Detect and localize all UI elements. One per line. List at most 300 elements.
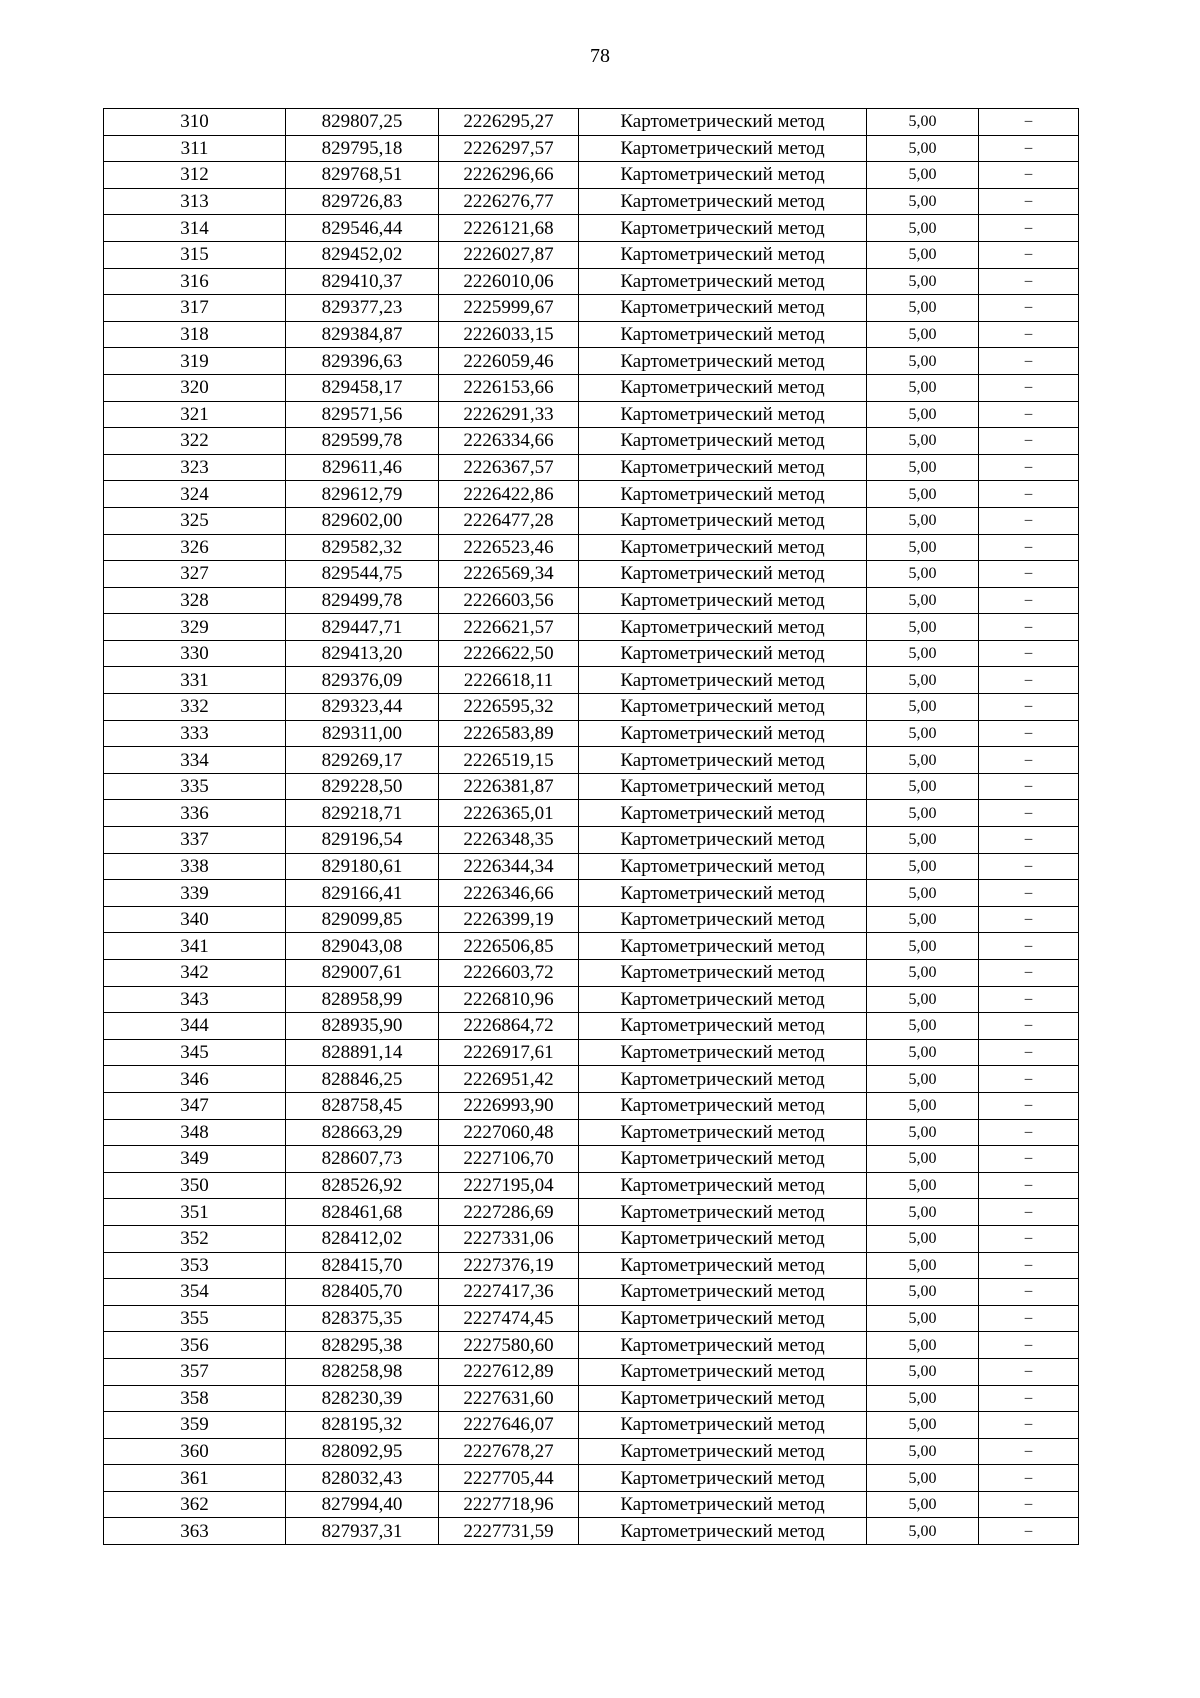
page-number: 78 bbox=[590, 45, 610, 67]
accuracy-cell: 5,00 bbox=[867, 667, 979, 694]
table-row bbox=[104, 1252, 1079, 1279]
accuracy-cell: 5,00 bbox=[867, 933, 979, 960]
table-row bbox=[104, 800, 1079, 827]
accuracy-cell: 5,00 bbox=[867, 561, 979, 588]
method-cell: Картометрический метод bbox=[579, 374, 867, 401]
accuracy-cell: 5,00 bbox=[867, 1385, 979, 1412]
y-coordinate-cell: 2226365,01 bbox=[439, 800, 579, 827]
method-cell: Картометрический метод bbox=[579, 1225, 867, 1252]
note-cell: – bbox=[979, 1491, 1079, 1518]
note-cell: – bbox=[979, 880, 1079, 907]
note-cell: – bbox=[979, 321, 1079, 348]
table-row bbox=[104, 853, 1079, 880]
y-coordinate-cell: 2226477,28 bbox=[439, 507, 579, 534]
accuracy-cell: 5,00 bbox=[867, 401, 979, 428]
table-row bbox=[104, 215, 1079, 242]
y-coordinate-cell: 2226033,15 bbox=[439, 321, 579, 348]
x-coordinate-cell: 829166,41 bbox=[286, 880, 439, 907]
x-coordinate-cell: 828295,38 bbox=[286, 1332, 439, 1359]
point-number-cell: 319 bbox=[104, 348, 286, 375]
table-row bbox=[104, 561, 1079, 588]
note-cell: – bbox=[979, 162, 1079, 189]
x-coordinate-cell: 829269,17 bbox=[286, 747, 439, 774]
x-coordinate-cell: 828230,39 bbox=[286, 1385, 439, 1412]
method-cell: Картометрический метод bbox=[579, 906, 867, 933]
accuracy-cell: 5,00 bbox=[867, 640, 979, 667]
point-number-cell: 339 bbox=[104, 880, 286, 907]
y-coordinate-cell: 2226951,42 bbox=[439, 1066, 579, 1093]
method-cell: Картометрический метод bbox=[579, 1279, 867, 1306]
table-row bbox=[104, 1438, 1079, 1465]
x-coordinate-cell: 829795,18 bbox=[286, 135, 439, 162]
x-coordinate-cell: 828375,35 bbox=[286, 1305, 439, 1332]
point-number-cell: 340 bbox=[104, 906, 286, 933]
table-row bbox=[104, 986, 1079, 1013]
y-coordinate-cell: 2226621,57 bbox=[439, 614, 579, 641]
accuracy-cell: 5,00 bbox=[867, 428, 979, 455]
point-number-cell: 321 bbox=[104, 401, 286, 428]
point-number-cell: 350 bbox=[104, 1172, 286, 1199]
note-cell: – bbox=[979, 507, 1079, 534]
point-number-cell: 328 bbox=[104, 587, 286, 614]
note-cell: – bbox=[979, 1146, 1079, 1173]
method-cell: Картометрический метод bbox=[579, 534, 867, 561]
note-cell: – bbox=[979, 1199, 1079, 1226]
point-number-cell: 343 bbox=[104, 986, 286, 1013]
y-coordinate-cell: 2226523,46 bbox=[439, 534, 579, 561]
table-row bbox=[104, 1146, 1079, 1173]
x-coordinate-cell: 829396,63 bbox=[286, 348, 439, 375]
method-cell: Картометрический метод bbox=[579, 1491, 867, 1518]
point-number-cell: 322 bbox=[104, 428, 286, 455]
table-row bbox=[104, 268, 1079, 295]
table-row bbox=[104, 1412, 1079, 1439]
x-coordinate-cell: 829726,83 bbox=[286, 188, 439, 215]
table-row bbox=[104, 295, 1079, 322]
table-row bbox=[104, 1119, 1079, 1146]
table-row bbox=[104, 1199, 1079, 1226]
x-coordinate-cell: 828526,92 bbox=[286, 1172, 439, 1199]
note-cell: – bbox=[979, 694, 1079, 721]
y-coordinate-cell: 2227646,07 bbox=[439, 1412, 579, 1439]
method-cell: Картометрический метод bbox=[579, 1465, 867, 1492]
method-cell: Картометрический метод bbox=[579, 587, 867, 614]
y-coordinate-cell: 2226027,87 bbox=[439, 241, 579, 268]
point-number-cell: 351 bbox=[104, 1199, 286, 1226]
method-cell: Картометрический метод bbox=[579, 1252, 867, 1279]
note-cell: – bbox=[979, 933, 1079, 960]
note-cell: – bbox=[979, 1066, 1079, 1093]
accuracy-cell: 5,00 bbox=[867, 827, 979, 854]
accuracy-cell: 5,00 bbox=[867, 1066, 979, 1093]
x-coordinate-cell: 828935,90 bbox=[286, 1013, 439, 1040]
method-cell: Картометрический метод bbox=[579, 109, 867, 136]
method-cell: Картометрический метод bbox=[579, 986, 867, 1013]
note-cell: – bbox=[979, 1013, 1079, 1040]
note-cell: – bbox=[979, 348, 1079, 375]
method-cell: Картометрический метод bbox=[579, 1066, 867, 1093]
y-coordinate-cell: 2226381,87 bbox=[439, 773, 579, 800]
method-cell: Картометрический метод bbox=[579, 135, 867, 162]
note-cell: – bbox=[979, 454, 1079, 481]
accuracy-cell: 5,00 bbox=[867, 1225, 979, 1252]
accuracy-cell: 5,00 bbox=[867, 268, 979, 295]
accuracy-cell: 5,00 bbox=[867, 880, 979, 907]
method-cell: Картометрический метод bbox=[579, 694, 867, 721]
accuracy-cell: 5,00 bbox=[867, 135, 979, 162]
point-number-cell: 354 bbox=[104, 1279, 286, 1306]
table-row bbox=[104, 827, 1079, 854]
accuracy-cell: 5,00 bbox=[867, 295, 979, 322]
x-coordinate-cell: 828092,95 bbox=[286, 1438, 439, 1465]
method-cell: Картометрический метод bbox=[579, 1013, 867, 1040]
y-coordinate-cell: 2226399,19 bbox=[439, 906, 579, 933]
x-coordinate-cell: 829311,00 bbox=[286, 720, 439, 747]
accuracy-cell: 5,00 bbox=[867, 1039, 979, 1066]
point-number-cell: 316 bbox=[104, 268, 286, 295]
note-cell: – bbox=[979, 241, 1079, 268]
y-coordinate-cell: 2226519,15 bbox=[439, 747, 579, 774]
y-coordinate-cell: 2227580,60 bbox=[439, 1332, 579, 1359]
table-row bbox=[104, 1039, 1079, 1066]
x-coordinate-cell: 829571,56 bbox=[286, 401, 439, 428]
note-cell: – bbox=[979, 1332, 1079, 1359]
table-row bbox=[104, 960, 1079, 987]
point-number-cell: 337 bbox=[104, 827, 286, 854]
method-cell: Картометрический метод bbox=[579, 1092, 867, 1119]
method-cell: Картометрический метод bbox=[579, 188, 867, 215]
point-number-cell: 315 bbox=[104, 241, 286, 268]
y-coordinate-cell: 2226344,34 bbox=[439, 853, 579, 880]
x-coordinate-cell: 829323,44 bbox=[286, 694, 439, 721]
point-number-cell: 346 bbox=[104, 1066, 286, 1093]
accuracy-cell: 5,00 bbox=[867, 853, 979, 880]
table-row bbox=[104, 614, 1079, 641]
y-coordinate-cell: 2226334,66 bbox=[439, 428, 579, 455]
note-cell: – bbox=[979, 1039, 1079, 1066]
x-coordinate-cell: 828958,99 bbox=[286, 986, 439, 1013]
table-row bbox=[104, 640, 1079, 667]
y-coordinate-cell: 2226622,50 bbox=[439, 640, 579, 667]
point-number-cell: 323 bbox=[104, 454, 286, 481]
accuracy-cell: 5,00 bbox=[867, 507, 979, 534]
y-coordinate-cell: 2227474,45 bbox=[439, 1305, 579, 1332]
point-number-cell: 338 bbox=[104, 853, 286, 880]
accuracy-cell: 5,00 bbox=[867, 1358, 979, 1385]
accuracy-cell: 5,00 bbox=[867, 162, 979, 189]
table-row bbox=[104, 481, 1079, 508]
note-cell: – bbox=[979, 1172, 1079, 1199]
accuracy-cell: 5,00 bbox=[867, 109, 979, 136]
method-cell: Картометрический метод bbox=[579, 640, 867, 667]
note-cell: – bbox=[979, 1092, 1079, 1119]
method-cell: Картометрический метод bbox=[579, 401, 867, 428]
method-cell: Картометрический метод bbox=[579, 614, 867, 641]
accuracy-cell: 5,00 bbox=[867, 454, 979, 481]
note-cell: – bbox=[979, 481, 1079, 508]
note-cell: – bbox=[979, 1119, 1079, 1146]
note-cell: – bbox=[979, 374, 1079, 401]
method-cell: Картометрический метод bbox=[579, 880, 867, 907]
x-coordinate-cell: 829612,79 bbox=[286, 481, 439, 508]
point-number-cell: 336 bbox=[104, 800, 286, 827]
note-cell: – bbox=[979, 614, 1079, 641]
note-cell: – bbox=[979, 1225, 1079, 1252]
table-row bbox=[104, 401, 1079, 428]
note-cell: – bbox=[979, 401, 1079, 428]
point-number-cell: 358 bbox=[104, 1385, 286, 1412]
note-cell: – bbox=[979, 1358, 1079, 1385]
method-cell: Картометрический метод bbox=[579, 428, 867, 455]
note-cell: – bbox=[979, 1465, 1079, 1492]
table-row bbox=[104, 241, 1079, 268]
table-row bbox=[104, 587, 1079, 614]
x-coordinate-cell: 829007,61 bbox=[286, 960, 439, 987]
accuracy-cell: 5,00 bbox=[867, 534, 979, 561]
note-cell: – bbox=[979, 295, 1079, 322]
point-number-cell: 335 bbox=[104, 773, 286, 800]
table-row bbox=[104, 906, 1079, 933]
table-row bbox=[104, 428, 1079, 455]
y-coordinate-cell: 2226010,06 bbox=[439, 268, 579, 295]
point-number-cell: 360 bbox=[104, 1438, 286, 1465]
accuracy-cell: 5,00 bbox=[867, 1092, 979, 1119]
y-coordinate-cell: 2226059,46 bbox=[439, 348, 579, 375]
method-cell: Картометрический метод bbox=[579, 960, 867, 987]
note-cell: – bbox=[979, 215, 1079, 242]
coordinates-table bbox=[103, 108, 1079, 1545]
accuracy-cell: 5,00 bbox=[867, 1412, 979, 1439]
table-row bbox=[104, 1279, 1079, 1306]
table-row bbox=[104, 1225, 1079, 1252]
method-cell: Картометрический метод bbox=[579, 1438, 867, 1465]
method-cell: Картометрический метод bbox=[579, 1199, 867, 1226]
x-coordinate-cell: 829499,78 bbox=[286, 587, 439, 614]
point-number-cell: 353 bbox=[104, 1252, 286, 1279]
method-cell: Картометрический метод bbox=[579, 667, 867, 694]
note-cell: – bbox=[979, 1305, 1079, 1332]
accuracy-cell: 5,00 bbox=[867, 241, 979, 268]
accuracy-cell: 5,00 bbox=[867, 1279, 979, 1306]
table-row bbox=[104, 374, 1079, 401]
note-cell: – bbox=[979, 1518, 1079, 1545]
note-cell: – bbox=[979, 587, 1079, 614]
y-coordinate-cell: 2226348,35 bbox=[439, 827, 579, 854]
x-coordinate-cell: 829099,85 bbox=[286, 906, 439, 933]
y-coordinate-cell: 2226569,34 bbox=[439, 561, 579, 588]
method-cell: Картометрический метод bbox=[579, 1039, 867, 1066]
point-number-cell: 349 bbox=[104, 1146, 286, 1173]
y-coordinate-cell: 2226595,32 bbox=[439, 694, 579, 721]
table-row bbox=[104, 720, 1079, 747]
table-row bbox=[104, 1332, 1079, 1359]
y-coordinate-cell: 2227286,69 bbox=[439, 1199, 579, 1226]
x-coordinate-cell: 829458,17 bbox=[286, 374, 439, 401]
point-number-cell: 345 bbox=[104, 1039, 286, 1066]
y-coordinate-cell: 2226367,57 bbox=[439, 454, 579, 481]
note-cell: – bbox=[979, 1279, 1079, 1306]
x-coordinate-cell: 829196,54 bbox=[286, 827, 439, 854]
method-cell: Картометрический метод bbox=[579, 853, 867, 880]
note-cell: – bbox=[979, 960, 1079, 987]
point-number-cell: 355 bbox=[104, 1305, 286, 1332]
point-number-cell: 332 bbox=[104, 694, 286, 721]
x-coordinate-cell: 828758,45 bbox=[286, 1092, 439, 1119]
note-cell: – bbox=[979, 906, 1079, 933]
table-row bbox=[104, 109, 1079, 136]
y-coordinate-cell: 2226993,90 bbox=[439, 1092, 579, 1119]
accuracy-cell: 5,00 bbox=[867, 773, 979, 800]
x-coordinate-cell: 828663,29 bbox=[286, 1119, 439, 1146]
accuracy-cell: 5,00 bbox=[867, 1438, 979, 1465]
note-cell: – bbox=[979, 561, 1079, 588]
method-cell: Картометрический метод bbox=[579, 773, 867, 800]
accuracy-cell: 5,00 bbox=[867, 1252, 979, 1279]
table-row bbox=[104, 694, 1079, 721]
x-coordinate-cell: 828415,70 bbox=[286, 1252, 439, 1279]
point-number-cell: 341 bbox=[104, 933, 286, 960]
method-cell: Картометрический метод bbox=[579, 321, 867, 348]
x-coordinate-cell: 828607,73 bbox=[286, 1146, 439, 1173]
x-coordinate-cell: 829599,78 bbox=[286, 428, 439, 455]
y-coordinate-cell: 2226603,72 bbox=[439, 960, 579, 987]
note-cell: – bbox=[979, 1412, 1079, 1439]
note-cell: – bbox=[979, 428, 1079, 455]
x-coordinate-cell: 829447,71 bbox=[286, 614, 439, 641]
table-row bbox=[104, 1491, 1079, 1518]
point-number-cell: 318 bbox=[104, 321, 286, 348]
note-cell: – bbox=[979, 640, 1079, 667]
accuracy-cell: 5,00 bbox=[867, 1305, 979, 1332]
method-cell: Картометрический метод bbox=[579, 481, 867, 508]
note-cell: – bbox=[979, 800, 1079, 827]
accuracy-cell: 5,00 bbox=[867, 348, 979, 375]
table-row bbox=[104, 667, 1079, 694]
table-row bbox=[104, 1066, 1079, 1093]
note-cell: – bbox=[979, 109, 1079, 136]
method-cell: Картометрический метод bbox=[579, 933, 867, 960]
accuracy-cell: 5,00 bbox=[867, 1465, 979, 1492]
x-coordinate-cell: 829544,75 bbox=[286, 561, 439, 588]
y-coordinate-cell: 2226153,66 bbox=[439, 374, 579, 401]
method-cell: Картометрический метод bbox=[579, 1412, 867, 1439]
point-number-cell: 324 bbox=[104, 481, 286, 508]
x-coordinate-cell: 828195,32 bbox=[286, 1412, 439, 1439]
y-coordinate-cell: 2225999,67 bbox=[439, 295, 579, 322]
x-coordinate-cell: 829602,00 bbox=[286, 507, 439, 534]
table-row bbox=[104, 1092, 1079, 1119]
accuracy-cell: 5,00 bbox=[867, 481, 979, 508]
x-coordinate-cell: 828461,68 bbox=[286, 1199, 439, 1226]
y-coordinate-cell: 2227612,89 bbox=[439, 1358, 579, 1385]
accuracy-cell: 5,00 bbox=[867, 1172, 979, 1199]
method-cell: Картометрический метод bbox=[579, 1172, 867, 1199]
method-cell: Картометрический метод bbox=[579, 215, 867, 242]
method-cell: Картометрический метод bbox=[579, 827, 867, 854]
table-row bbox=[104, 135, 1079, 162]
point-number-cell: 356 bbox=[104, 1332, 286, 1359]
x-coordinate-cell: 829180,61 bbox=[286, 853, 439, 880]
accuracy-cell: 5,00 bbox=[867, 321, 979, 348]
note-cell: – bbox=[979, 268, 1079, 295]
y-coordinate-cell: 2226603,56 bbox=[439, 587, 579, 614]
accuracy-cell: 5,00 bbox=[867, 614, 979, 641]
point-number-cell: 342 bbox=[104, 960, 286, 987]
accuracy-cell: 5,00 bbox=[867, 906, 979, 933]
x-coordinate-cell: 827994,40 bbox=[286, 1491, 439, 1518]
note-cell: – bbox=[979, 853, 1079, 880]
y-coordinate-cell: 2226297,57 bbox=[439, 135, 579, 162]
point-number-cell: 311 bbox=[104, 135, 286, 162]
x-coordinate-cell: 828891,14 bbox=[286, 1039, 439, 1066]
x-coordinate-cell: 828032,43 bbox=[286, 1465, 439, 1492]
method-cell: Картометрический метод bbox=[579, 241, 867, 268]
y-coordinate-cell: 2227631,60 bbox=[439, 1385, 579, 1412]
note-cell: – bbox=[979, 773, 1079, 800]
point-number-cell: 330 bbox=[104, 640, 286, 667]
method-cell: Картометрический метод bbox=[579, 295, 867, 322]
table-row bbox=[104, 1172, 1079, 1199]
y-coordinate-cell: 2226346,66 bbox=[439, 880, 579, 907]
x-coordinate-cell: 829377,23 bbox=[286, 295, 439, 322]
point-number-cell: 310 bbox=[104, 109, 286, 136]
method-cell: Картометрический метод bbox=[579, 348, 867, 375]
y-coordinate-cell: 2226810,96 bbox=[439, 986, 579, 1013]
y-coordinate-cell: 2226295,27 bbox=[439, 109, 579, 136]
accuracy-cell: 5,00 bbox=[867, 1199, 979, 1226]
method-cell: Картометрический метод bbox=[579, 268, 867, 295]
y-coordinate-cell: 2227678,27 bbox=[439, 1438, 579, 1465]
point-number-cell: 312 bbox=[104, 162, 286, 189]
y-coordinate-cell: 2227331,06 bbox=[439, 1225, 579, 1252]
table-row bbox=[104, 348, 1079, 375]
method-cell: Картометрический метод bbox=[579, 800, 867, 827]
method-cell: Картометрический метод bbox=[579, 507, 867, 534]
point-number-cell: 313 bbox=[104, 188, 286, 215]
accuracy-cell: 5,00 bbox=[867, 374, 979, 401]
table-row bbox=[104, 933, 1079, 960]
method-cell: Картометрический метод bbox=[579, 1358, 867, 1385]
x-coordinate-cell: 829384,87 bbox=[286, 321, 439, 348]
point-number-cell: 344 bbox=[104, 1013, 286, 1040]
method-cell: Картометрический метод bbox=[579, 720, 867, 747]
method-cell: Картометрический метод bbox=[579, 1518, 867, 1545]
x-coordinate-cell: 829043,08 bbox=[286, 933, 439, 960]
accuracy-cell: 5,00 bbox=[867, 694, 979, 721]
accuracy-cell: 5,00 bbox=[867, 1146, 979, 1173]
x-coordinate-cell: 829410,37 bbox=[286, 268, 439, 295]
x-coordinate-cell: 829546,44 bbox=[286, 215, 439, 242]
point-number-cell: 357 bbox=[104, 1358, 286, 1385]
table-row bbox=[104, 1013, 1079, 1040]
point-number-cell: 348 bbox=[104, 1119, 286, 1146]
y-coordinate-cell: 2227718,96 bbox=[439, 1491, 579, 1518]
note-cell: – bbox=[979, 720, 1079, 747]
table-row bbox=[104, 162, 1079, 189]
table-row bbox=[104, 188, 1079, 215]
x-coordinate-cell: 829376,09 bbox=[286, 667, 439, 694]
point-number-cell: 320 bbox=[104, 374, 286, 401]
x-coordinate-cell: 829611,46 bbox=[286, 454, 439, 481]
x-coordinate-cell: 829228,50 bbox=[286, 773, 439, 800]
coordinates-table-body bbox=[104, 109, 1079, 1545]
point-number-cell: 317 bbox=[104, 295, 286, 322]
y-coordinate-cell: 2227195,04 bbox=[439, 1172, 579, 1199]
method-cell: Картометрический метод bbox=[579, 1119, 867, 1146]
accuracy-cell: 5,00 bbox=[867, 1332, 979, 1359]
note-cell: – bbox=[979, 1438, 1079, 1465]
point-number-cell: 331 bbox=[104, 667, 286, 694]
